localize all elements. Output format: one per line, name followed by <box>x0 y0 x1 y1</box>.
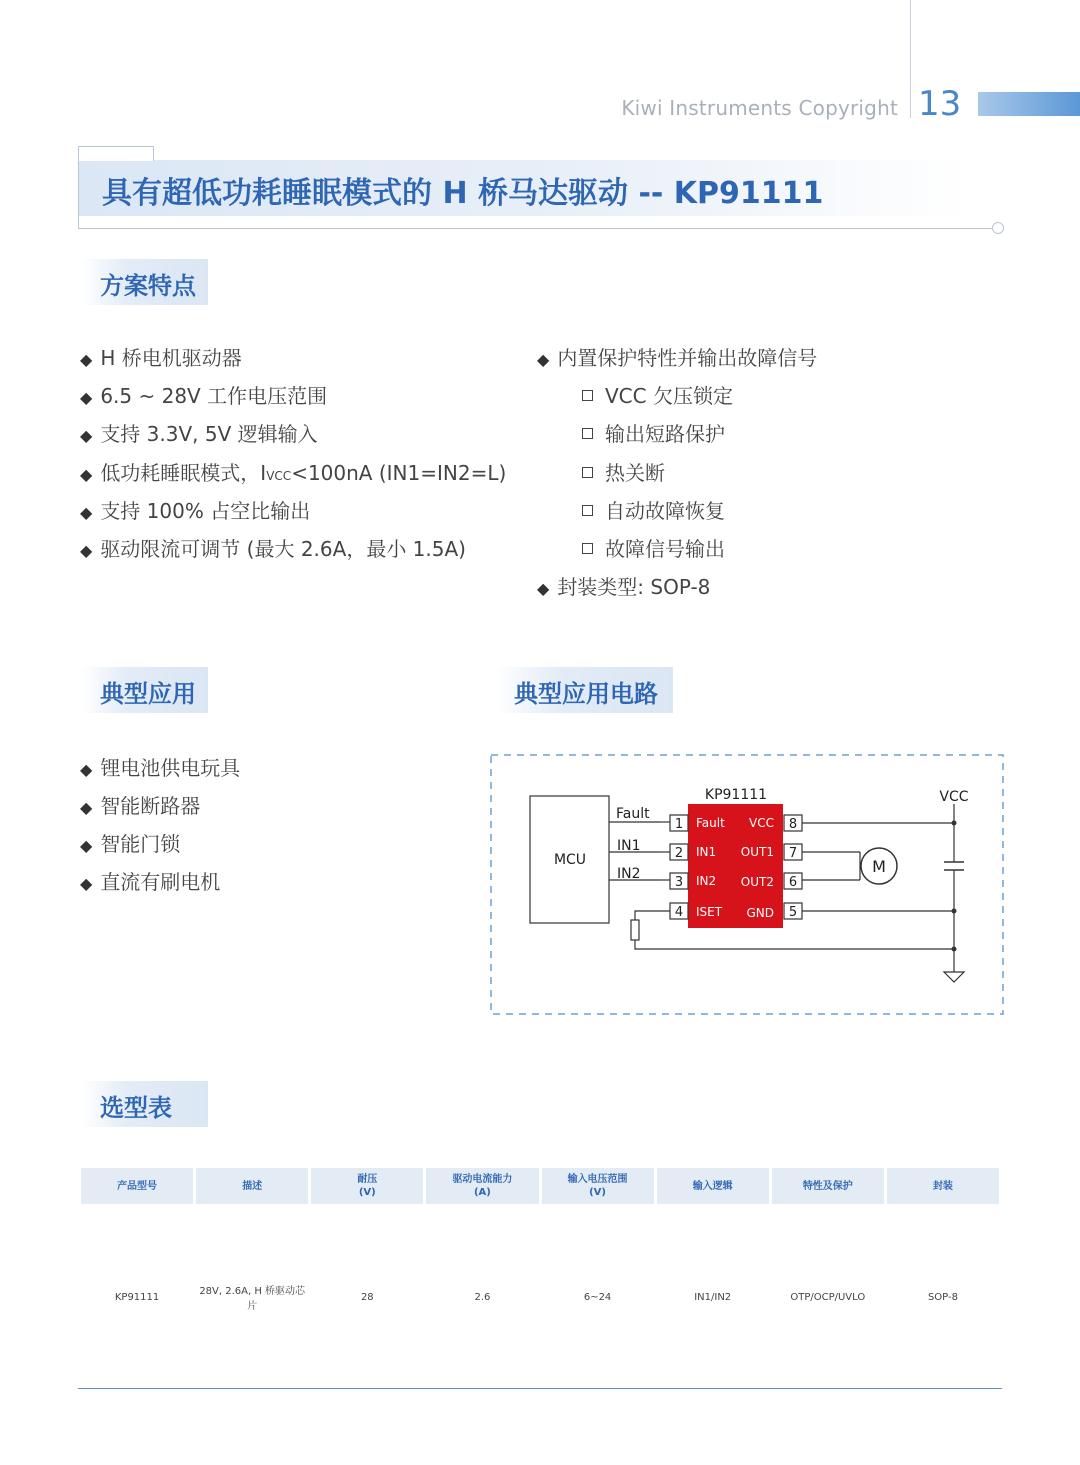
feature-text: <100nA (IN1=IN2=L) <box>291 461 507 485</box>
section-features-title: 方案特点 <box>100 272 196 300</box>
col-header <box>311 1168 423 1204</box>
feature-text: 封装类型: SOP-8 <box>557 575 711 599</box>
vcc-label: VCC <box>939 789 969 805</box>
feature-item <box>80 533 466 562</box>
diamond-bullet-icon: ◆ <box>80 874 93 893</box>
title-left-border <box>78 146 79 228</box>
pin-number: 3 <box>674 875 684 890</box>
protection-item <box>582 457 665 486</box>
col-header-text: 特性及保护 <box>802 1180 853 1192</box>
feature-text: 6.5 ~ 28V 工作电压范围 <box>100 384 328 408</box>
feature-text: 驱动限流可调节 (最大 2.6A，最小 1.5A) <box>100 537 466 561</box>
chip-pin-label: ISET <box>696 905 723 919</box>
col-header-text: 输入逻辑 <box>692 1180 733 1192</box>
col-header <box>81 1168 193 1204</box>
table-cell: OTP/OCP/UVLO <box>790 1291 866 1303</box>
col-header-unit: (V) <box>589 1187 606 1198</box>
section-features-heading <box>82 259 208 305</box>
col-header-text: 耐压 <box>357 1174 378 1185</box>
application-text: 智能断路器 <box>100 794 201 818</box>
copyright-text: Kiwi Instruments Copyright <box>621 96 898 120</box>
feature-protection-title <box>537 342 817 371</box>
square-bullet-icon <box>582 543 593 554</box>
pin-number: 8 <box>788 817 798 832</box>
col-header <box>426 1168 538 1204</box>
diamond-bullet-icon: ◆ <box>80 760 93 779</box>
table-cell: 28V, 2.6A, H 桥驱动芯片 <box>199 1286 306 1312</box>
table-cell: 2.6 <box>474 1291 491 1303</box>
feature-item <box>80 342 242 371</box>
col-header <box>657 1168 769 1204</box>
application-item <box>80 866 220 895</box>
col-header <box>772 1168 884 1204</box>
protection-text: 故障信号输出 <box>605 537 725 561</box>
col-header-text: 封装 <box>932 1180 953 1192</box>
pin-number: 7 <box>788 846 798 861</box>
diamond-bullet-icon: ◆ <box>80 388 93 407</box>
mcu-pin-fault: Fault <box>616 806 650 822</box>
diamond-bullet-icon: ◆ <box>80 350 93 369</box>
diamond-bullet-icon: ◆ <box>80 426 93 445</box>
mcu-pin-in2: IN2 <box>617 866 641 882</box>
section-selection-heading <box>82 1081 208 1127</box>
pin-number: 6 <box>788 875 798 890</box>
circuit-diagram <box>490 754 1005 1016</box>
col-header-text: 产品型号 <box>117 1180 158 1192</box>
feature-item <box>80 380 327 409</box>
feature-text: 支持 100% 占空比输出 <box>100 499 311 523</box>
chip-pin-label: OUT1 <box>740 845 774 859</box>
feature-text: H 桥电机驱动器 <box>100 346 242 370</box>
protection-item <box>582 380 733 409</box>
chip-name: KP91111 <box>704 787 768 803</box>
protection-item <box>582 533 725 562</box>
col-header <box>542 1168 654 1204</box>
feature-package <box>537 571 710 600</box>
chip-pin-label: VCC <box>749 816 774 830</box>
protection-item <box>582 495 725 524</box>
feature-subscript: VCC <box>266 469 292 483</box>
iset-resistor <box>631 920 639 940</box>
protection-text: 热关断 <box>605 461 665 485</box>
diamond-bullet-icon: ◆ <box>80 836 93 855</box>
chip-pin-label: IN1 <box>696 845 717 859</box>
title-tab-decoration <box>78 146 154 161</box>
square-bullet-icon <box>582 467 593 478</box>
motor-label: M <box>872 857 886 876</box>
pin-number: 1 <box>674 817 684 832</box>
application-item <box>80 828 180 857</box>
page-title: 具有超低功耗睡眠模式的 H 桥马达驱动 -- KP91111 <box>102 176 824 211</box>
square-bullet-icon <box>582 428 593 439</box>
col-header-unit: (A) <box>473 1187 491 1198</box>
col-header <box>196 1168 308 1204</box>
col-header-text: 驱动电流能力 <box>452 1174 513 1185</box>
feature-item <box>80 418 318 447</box>
page-number: 13 <box>918 84 962 124</box>
application-text: 锂电池供电玩具 <box>100 756 241 780</box>
section-circuit-title: 典型应用电路 <box>514 680 658 708</box>
mcu-pin-in1: IN1 <box>617 838 641 854</box>
col-header-text: 描述 <box>242 1180 263 1192</box>
application-item <box>80 752 240 781</box>
table-cell: 6~24 <box>583 1291 612 1303</box>
diamond-bullet-icon: ◆ <box>80 503 93 522</box>
table-row <box>81 1204 999 1390</box>
pin-number: 4 <box>674 905 684 920</box>
col-header-text: 输入电压范围 <box>567 1174 628 1185</box>
feature-item <box>80 495 310 524</box>
pin-number: 2 <box>674 846 684 861</box>
feature-item <box>80 457 506 486</box>
mcu-label: MCU <box>553 852 587 868</box>
protection-text: 自动故障恢复 <box>605 499 725 523</box>
table-cell: IN1/IN2 <box>694 1291 732 1303</box>
application-text: 直流有刷电机 <box>100 870 221 894</box>
col-header <box>887 1168 999 1204</box>
section-applications-heading <box>82 667 208 713</box>
feature-text: 内置保护特性并输出故障信号 <box>557 346 818 370</box>
table-header-row <box>81 1168 999 1204</box>
title-end-dot <box>992 222 1004 234</box>
col-header-unit: (V) <box>358 1187 376 1198</box>
protection-item <box>582 418 725 447</box>
page-accent-bar <box>978 92 1080 116</box>
protection-text: VCC 欠压锁定 <box>605 384 733 408</box>
feature-text: 支持 3.3V, 5V 逻辑输入 <box>100 422 318 446</box>
diamond-bullet-icon: ◆ <box>80 541 93 560</box>
title-underline <box>78 228 994 229</box>
selection-table <box>78 1168 1002 1390</box>
ground-icon <box>944 972 964 982</box>
footer-line <box>78 1388 1002 1389</box>
table-cell: SOP-8 <box>927 1291 958 1303</box>
section-selection-title: 选型表 <box>100 1094 172 1122</box>
table-cell: KP91111 <box>114 1291 160 1303</box>
chip-pin-label: GND <box>746 906 774 920</box>
section-applications-title: 典型应用 <box>100 680 196 708</box>
chip-pin-label: IN2 <box>696 874 717 888</box>
application-item <box>80 790 200 819</box>
application-text: 智能门锁 <box>100 832 181 856</box>
diamond-bullet-icon: ◆ <box>537 350 550 369</box>
header-divider <box>910 0 911 118</box>
protection-text: 输出短路保护 <box>605 422 725 446</box>
feature-text: 低功耗睡眠模式，I <box>100 461 267 485</box>
section-circuit-heading <box>496 667 673 713</box>
chip-pin-label: Fault <box>696 816 725 830</box>
pin-number: 5 <box>788 905 798 920</box>
square-bullet-icon <box>582 390 593 401</box>
diamond-bullet-icon: ◆ <box>80 798 93 817</box>
square-bullet-icon <box>582 505 593 516</box>
diamond-bullet-icon: ◆ <box>80 465 93 484</box>
diamond-bullet-icon: ◆ <box>537 579 550 598</box>
table-cell: 28 <box>360 1291 374 1303</box>
chip-pin-label: OUT2 <box>740 875 774 889</box>
